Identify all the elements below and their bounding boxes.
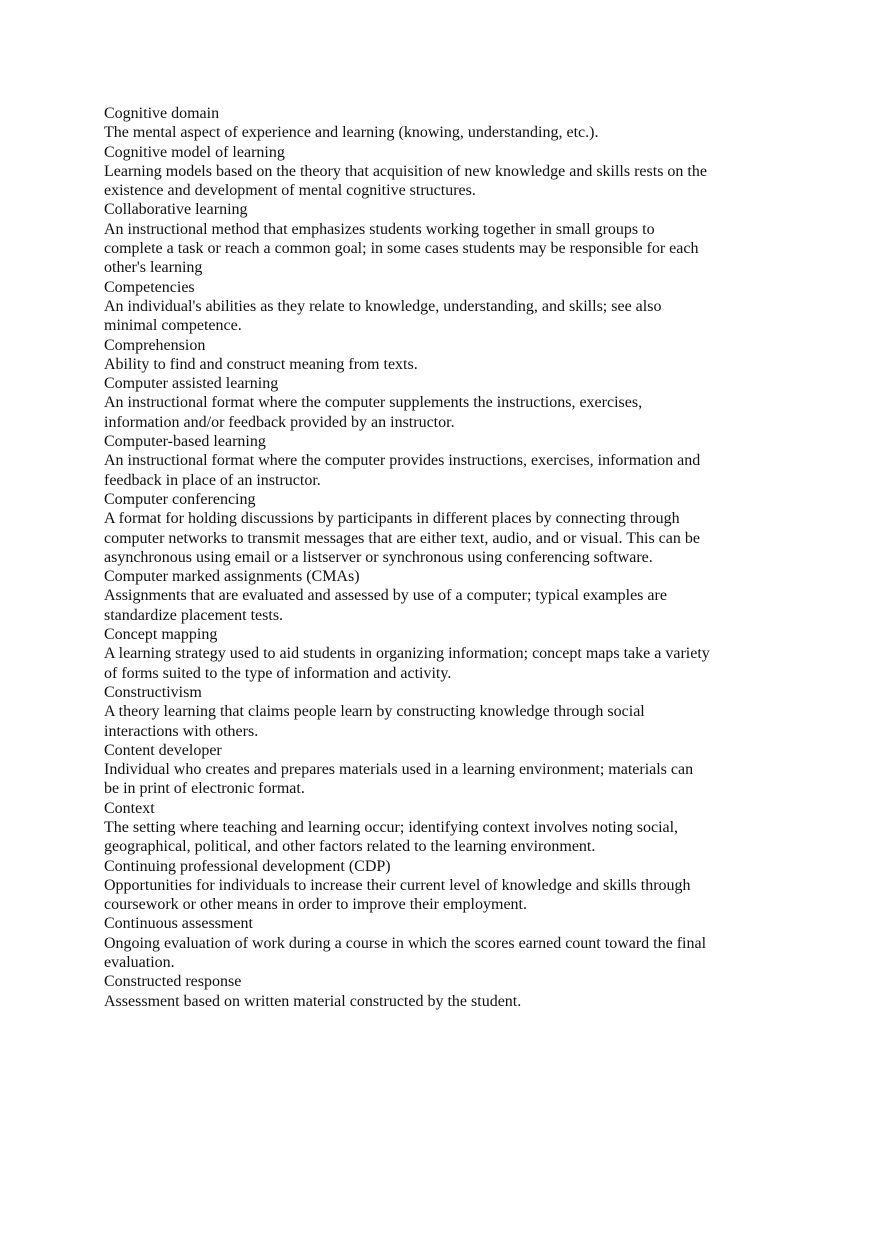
glossary-term: Constructivism — [104, 683, 202, 701]
glossary-term: Continuing professional development (CDP) — [104, 857, 391, 875]
glossary-entry — [104, 914, 712, 972]
glossary-entry — [104, 143, 712, 201]
glossary-entry — [104, 625, 712, 683]
glossary-entry — [104, 278, 712, 336]
glossary-entry — [104, 432, 712, 490]
glossary-definition: A theory learning that claims people learn by constructing knowledge through social interactions with others. — [104, 703, 645, 740]
glossary-term: Context — [104, 799, 155, 817]
glossary-term: Collaborative learning — [104, 201, 248, 219]
glossary-entry — [104, 799, 712, 857]
glossary-term: Constructed response — [104, 973, 242, 991]
glossary-term: Computer assisted learning — [104, 375, 279, 393]
glossary-definition: Learning models based on the theory that acquisition of new knowledge and skills rests on the existence and development of mental cognitive structures. — [104, 162, 707, 200]
glossary-definition: An instructional method that emphasizes students working together in small groups to complete a task or reach a common goal; in some cases students may be responsible for each other's learning — [104, 220, 699, 277]
glossary-definition: The mental aspect of experience and learning (knowing, understanding, etc.). — [104, 124, 599, 142]
glossary-definition: An instructional format where the computer provides instructions, exercises, information and feedback in place of an instructor. — [104, 452, 701, 489]
glossary-definition: An instructional format where the computer supplements the instructions, exercises, information and/or feedback provided by an instructor. — [104, 394, 643, 431]
glossary-entry — [104, 200, 712, 277]
glossary-term: Cognitive model of learning — [104, 143, 285, 161]
glossary-term: Computer-based learning — [104, 433, 266, 451]
glossary-definition: Opportunities for individuals to increase their current level of knowledge and skills through coursework or other means in order to improve their employment. — [104, 876, 691, 914]
glossary-list — [104, 104, 712, 1011]
glossary-definition: A learning strategy used to aid students in organizing information; concept maps take a variety of forms suited to the type of information and activity. — [104, 645, 710, 682]
glossary-entry — [104, 972, 712, 1011]
glossary-term: Continuous assessment — [104, 915, 253, 933]
glossary-term: Content developer — [104, 741, 222, 759]
glossary-entry — [104, 683, 712, 741]
glossary-entry — [104, 336, 712, 375]
glossary-entry — [104, 567, 712, 625]
glossary-term: Concept mapping — [104, 626, 218, 644]
glossary-term: Competencies — [104, 278, 195, 296]
glossary-definition: The setting where teaching and learning occur; identifying context involves noting social, geographical, political, and other factors related to the learning environment. — [104, 818, 679, 856]
glossary-definition: An individual's abilities as they relate to knowledge, understanding, and skills; see also minimal competence. — [104, 297, 662, 335]
glossary-term: Comprehension — [104, 336, 206, 354]
glossary-term: Cognitive domain — [104, 105, 220, 122]
glossary-definition: Ability to find and construct meaning from texts. — [104, 355, 418, 373]
glossary-definition: Assignments that are evaluated and assessed by use of a computer; typical examples are standardize placement tests. — [104, 587, 667, 624]
glossary-entry — [104, 490, 712, 567]
glossary-entry — [104, 741, 712, 799]
glossary-definition: Assessment based on written material constructed by the student. — [104, 992, 522, 1010]
glossary-term: Computer conferencing — [104, 490, 256, 508]
glossary-definition: A format for holding discussions by participants in different places by connecting through computer networks to transmit messages that are either text, audio, and or visual. This can be asynchronous using email or a listserver or synchronous using conferencing software. — [104, 510, 700, 566]
glossary-entry — [104, 857, 712, 915]
glossary-definition: Individual who creates and prepares materials used in a learning environment; materials can be in print of electronic format. — [104, 761, 694, 798]
glossary-entry — [104, 374, 712, 432]
glossary-definition: Ongoing evaluation of work during a course in which the scores earned count toward the final evaluation. — [104, 934, 707, 972]
glossary-entry — [104, 104, 712, 143]
glossary-term: Computer marked assignments (CMAs) — [104, 568, 360, 586]
